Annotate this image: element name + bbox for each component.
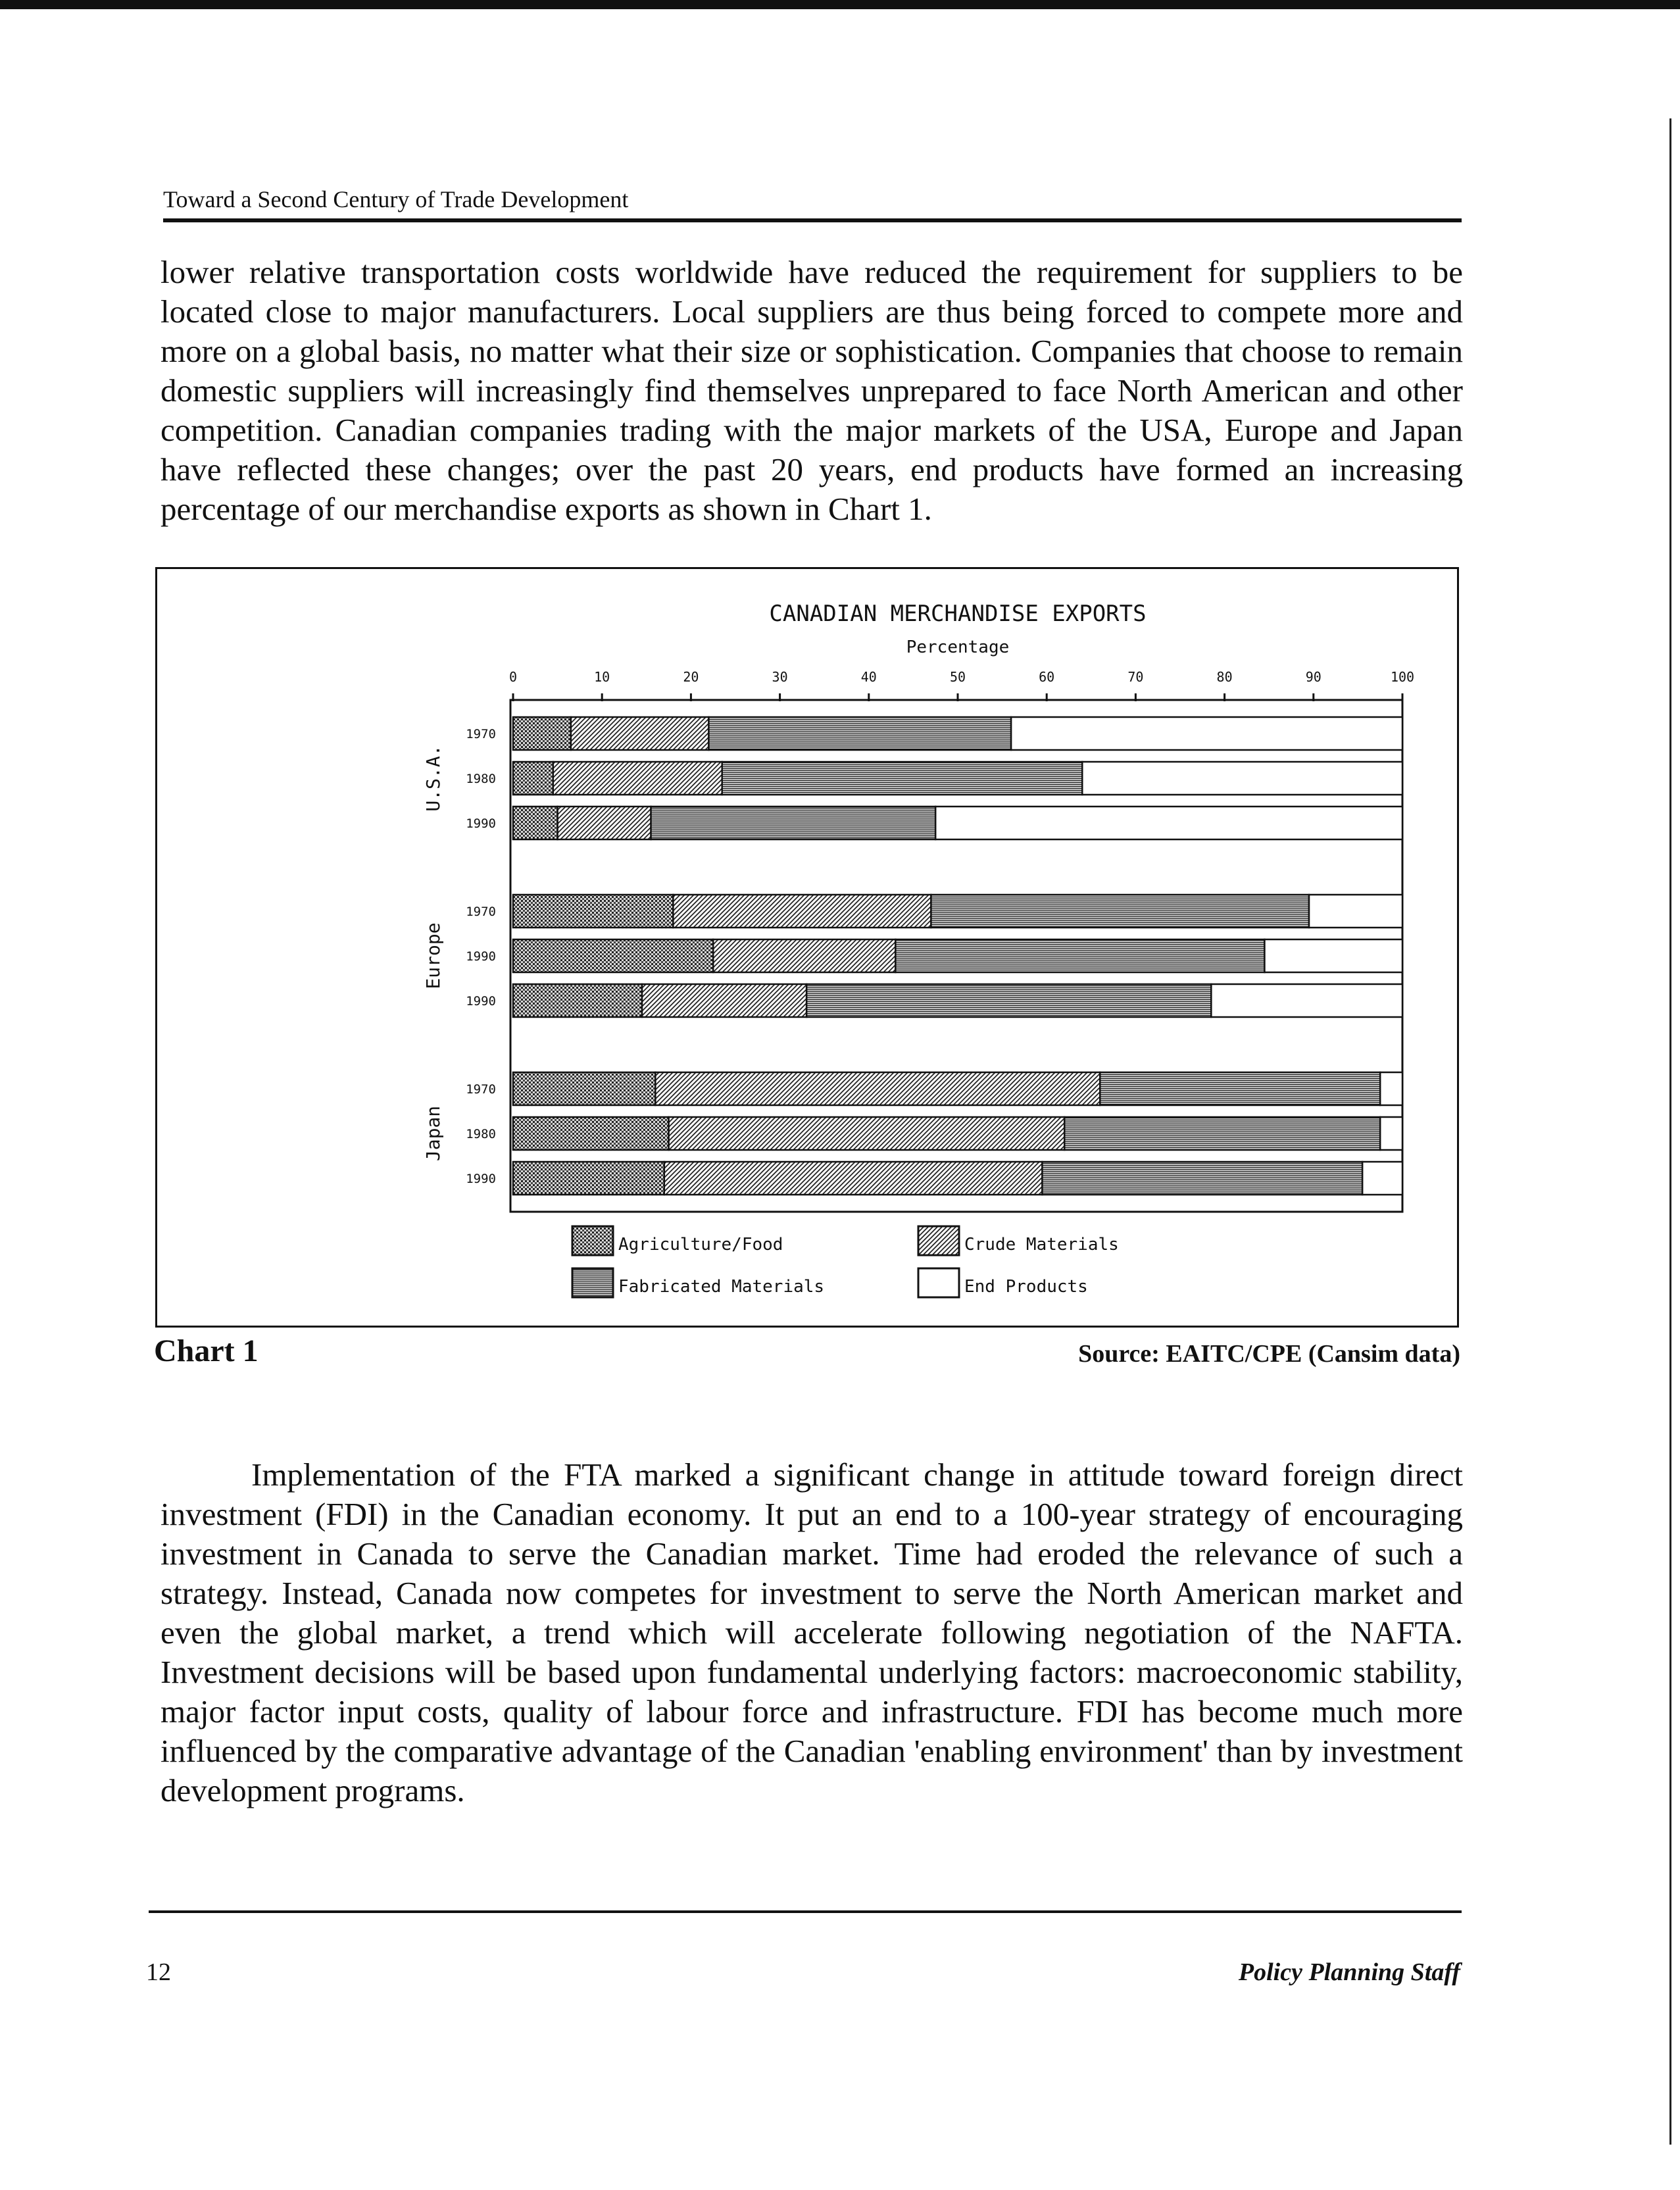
footer-rule xyxy=(149,1910,1462,1913)
bar-segment xyxy=(669,1117,1065,1150)
x-tick-label: 0 xyxy=(508,669,518,685)
x-tick-label: 100 xyxy=(1390,669,1415,685)
bar-segment xyxy=(935,807,1402,839)
x-tick-label: 90 xyxy=(1305,669,1322,685)
bar-segment xyxy=(1380,1117,1402,1150)
bar-segment xyxy=(895,939,1264,972)
page-number: 12 xyxy=(146,1958,171,1986)
bar-segment xyxy=(664,1162,1043,1195)
chart-label: Chart 1 xyxy=(154,1333,259,1368)
bar-year-label: 1970 xyxy=(466,905,496,919)
chart-source: Source: EAITC/CPE (Cansim data) xyxy=(1078,1340,1460,1368)
bar-segment xyxy=(1064,1117,1380,1150)
bar-segment xyxy=(513,807,558,839)
bar-segment xyxy=(513,717,571,750)
bar-segment xyxy=(1362,1162,1402,1195)
bar-segment xyxy=(1011,717,1402,750)
legend-label: Fabricated Materials xyxy=(618,1277,825,1297)
bar-segment xyxy=(708,717,1011,750)
bar-segment xyxy=(513,1162,664,1195)
bar-year-label: 1970 xyxy=(466,1082,496,1097)
chart-x-axis-label: Percentage xyxy=(906,637,1010,657)
bar-year-label: 1990 xyxy=(466,949,496,964)
group-label: Europe xyxy=(422,922,444,989)
bar-segment xyxy=(931,895,1309,928)
bar-segment xyxy=(722,762,1083,795)
bar-segment xyxy=(558,807,651,839)
legend-label: Crude Materials xyxy=(964,1235,1119,1255)
chart-title: CANADIAN MERCHANDISE EXPORTS xyxy=(769,601,1147,627)
bar-year-label: 1990 xyxy=(466,816,496,831)
x-tick-label: 50 xyxy=(949,669,966,685)
group-label: Japan xyxy=(422,1105,444,1162)
chart-bars xyxy=(422,717,1402,1195)
bar-segment xyxy=(1042,1162,1362,1195)
bar-segment xyxy=(673,895,931,928)
x-tick-label: 60 xyxy=(1039,669,1055,685)
bar-year-label: 1990 xyxy=(466,1172,496,1186)
x-tick-label: 80 xyxy=(1216,669,1233,685)
footer-publisher: Policy Planning Staff xyxy=(1238,1958,1460,1986)
body-paragraph-1: lower relative transportation costs worldwide have reduced the requirement for suppliers to be located close to major manufacturers. Local suppliers are thus being forced to compete more and more on a global basis, no matter what their size or sophistication. Companies that choose to remain domestic suppliers will increasingly find themselves unprepared to face North American and other competition. Canadian companies trading with the major markets of the USA, Europe and Japan have reflected these changes; over the past 20 years, end products have formed an increasing percentage of our merchandise exports as shown in Chart 1. xyxy=(161,254,1463,527)
bar-segment xyxy=(642,984,806,1017)
bar-year-label: 1990 xyxy=(466,994,496,1008)
bar-segment xyxy=(571,717,709,750)
legend-swatch xyxy=(572,1226,613,1255)
bar-year-label: 1980 xyxy=(466,772,496,786)
bar-segment xyxy=(1100,1072,1380,1105)
bar-segment xyxy=(655,1072,1100,1105)
legend-swatch xyxy=(918,1226,959,1255)
bar-segment xyxy=(513,895,673,928)
bar-segment xyxy=(1380,1072,1402,1105)
legend-swatch xyxy=(572,1268,613,1297)
bar-segment xyxy=(513,939,713,972)
body-paragraph-2: Implementation of the FTA marked a significant change in attitude toward foreign direct investment (FDI) in the Canadian economy. It put an end to a 100-year strategy of encouraging investment in Canada to serve the Canadian market. Time had eroded the relevance of such a strategy. Instead, Canada now competes for investment to serve the North American market and even the global market, a trend which will accelerate following negotiation of the NAFTA. Investment decisions will be based upon fundamental underlying factors: macroeconomic stability, major factor input costs, quality of labour force and infrastructure. FDI has become much more influenced by the comparative advantage of the Canadian 'enabling environment' than by investment development programs. xyxy=(161,1456,1463,1808)
chart-legend xyxy=(572,1226,1119,1297)
bar-segment xyxy=(1082,762,1402,795)
bar-year-label: 1970 xyxy=(466,727,496,741)
bar-segment xyxy=(513,1117,669,1150)
legend-label: Agriculture/Food xyxy=(618,1235,783,1255)
x-tick-label: 20 xyxy=(683,669,699,685)
bar-segment xyxy=(553,762,722,795)
running-header: Toward a Second Century of Trade Development xyxy=(163,186,629,212)
x-tick-label: 10 xyxy=(594,669,610,685)
bar-segment xyxy=(513,984,642,1017)
bar-segment xyxy=(1309,895,1402,928)
legend-swatch xyxy=(918,1268,959,1297)
bar-segment xyxy=(1264,939,1402,972)
x-tick-label: 70 xyxy=(1127,669,1144,685)
bar-segment xyxy=(1211,984,1402,1017)
legend-label: End Products xyxy=(964,1277,1088,1297)
x-tick-label: 30 xyxy=(772,669,788,685)
bar-segment xyxy=(806,984,1211,1017)
bar-year-label: 1980 xyxy=(466,1127,496,1141)
bar-segment xyxy=(513,1072,655,1105)
x-tick-label: 40 xyxy=(860,669,877,685)
group-label: U.S.A. xyxy=(422,745,444,812)
bar-segment xyxy=(513,762,553,795)
bar-segment xyxy=(713,939,895,972)
bar-segment xyxy=(651,807,936,839)
